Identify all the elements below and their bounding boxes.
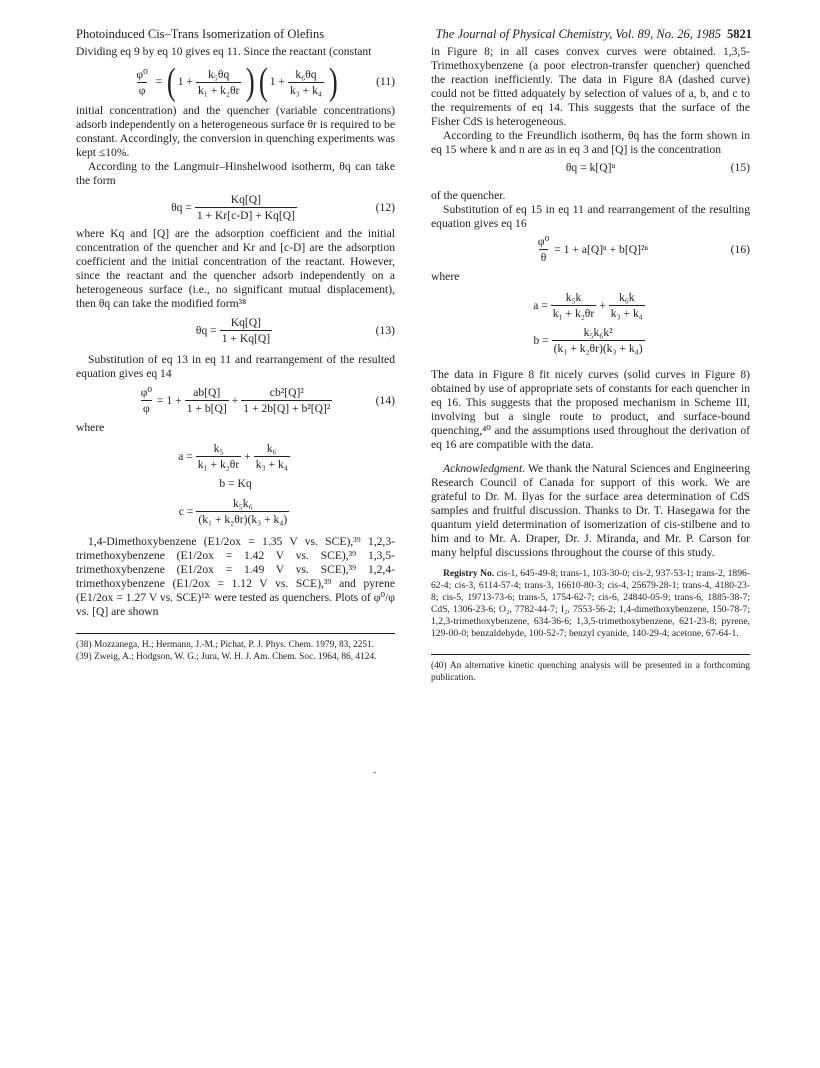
footnote-39: (39) Zweig, A.; Hodgson, W. G.; Jura, W. H. J. Am. Chem. Soc. 1964, 86, 4124. [76, 651, 377, 662]
definitions [76, 439, 395, 529]
registry-numbers: Registry No. cis-1, 645-49-8; trans-1, 103-30-0; cis-2, 937-53-1; trans-2, 1896-62-4; cis-3, 6114-57-4; trans-3, 16610-80-3; cis-4, 25679-28-1; trans-4, 4180-23-8; cis-5, 19713-73-6; trans-5, 1754-62-7; cis-6, 24840-05-9; trans-6, 1885-38-7; CdS, 1306-23-6; O₂, 7782-44-7; I₂, 7553-56-2; 1,4-dimethoxybenzene, 150-78-7; 1,2,3-trimethoxybenzene, 634-36-6; 1,3,5-trimethoxybenzene, 621-23-8; pyrene, 129-00-0; benzaldehyde, 100-52-7; benzyl cyanide, 140-29-4; acetone, 67-64-1. [431, 568, 750, 639]
scan-mark [373, 772, 376, 773]
paragraph: of the quencher. [431, 189, 506, 202]
equation-number: (12) [375, 200, 395, 214]
definition-c: c = $\frac{\text{k₅k₆}}{\text{(k₁ + k₂θr)(k₃ + k₄)}}$ [178, 497, 288, 526]
running-title: Photoinduced Cis–Trans Isomerization of Olefins [76, 27, 325, 41]
footnote-38: (38) Mozzanega, H.; Hermann, J.-M.; Pichat, P. J. Phys. Chem. 1979, 83, 2251. [76, 640, 375, 650]
right-column [431, 45, 750, 684]
paragraph: in Figure 8; in all cases convex curves were obtained. 1,3,5-Trimethoxybenzene (a poor electron-transfer quencher) quenched the reaction inefficiently. The data in Figure 8A (dashed curve) could not be fitted adquately by selection of values of a, b, and c to the requirements of eq 14. This suggests that the surface of the Fisher CdS is heterogeneous. [431, 45, 750, 128]
paragraph: According to the Langmuir–Hinshelwood isotherm, θq can take the form [76, 160, 395, 187]
equation-16: $\frac{\text{φ⁰}}{\theta}$ = 1 + a[Q]ⁿ + b[Q]²ⁿ (16) [537, 235, 750, 264]
where-label: where [431, 270, 460, 283]
equation-15: θq = k[Q]ⁿ (15) [565, 161, 750, 174]
definitions [431, 288, 750, 358]
equation-number: (16) [730, 242, 750, 256]
paragraph: where Kq and [Q] are the adsorption coefficient and the initial concentration of the quencher and Kr and [c-D] are the adsorption coefficient and the initial concentration of the reactant. However, since the reactant and the quencher adsorb independently on a heterogeneous surface (i.e., no significant mutual displacement), then θq can take the modified form³⁸ [76, 227, 395, 310]
footnote-divider [431, 654, 750, 655]
paragraph: Substitution of eq 13 in eq 11 and rearrangement of the resulted equation gives eq 14 [76, 353, 395, 380]
footnote-40: (40) An alternative kinetic quenching analysis will be presented in a forthcoming publication. [431, 661, 750, 683]
definition-a: a = $\frac{\text{k₅k}}{\text{k₁ + k₂θr}}$ + $\frac{\text{k₆k}}{\text{k₃ + k₄}}$ [533, 291, 643, 320]
equation-12: θq = $\frac{Kq[Q]}{1 + Kr[c-D] + Kq[Q]}$ (12) [171, 193, 395, 222]
paragraph: initial concentration) and the quencher (variable concentrations) adsorb independently on a heterogeneous surface θr is required to be constant. Accordingly, the conversion in quenching experiments was kept ≤10%. [76, 104, 395, 159]
equation-number: (15) [730, 161, 750, 174]
equation-number: (14) [375, 393, 395, 407]
paragraph: Dividing eq 9 by eq 10 gives eq 11. Since the reactant (constant [76, 45, 372, 58]
footnote-divider [76, 633, 395, 634]
left-column [76, 45, 395, 663]
definition-a: a = $\frac{\text{k₅}}{\text{k₁ + k₂θr}}$ + $\frac{\text{k₆}}{\text{k₃ + k₄}}$ [178, 442, 288, 471]
registry-label: Registry No. [443, 568, 495, 579]
journal-name: The Journal of Physical Chemistry, Vol. 89, No. 26, 1985 [435, 27, 721, 41]
paragraph: According to the Freundlich isotherm, θq has the form shown in eq 15 where k and n are as in eq 3 and [Q] is the concentration [431, 129, 750, 156]
page-number: 5821 [727, 27, 752, 41]
equation-13: θq = $\frac{Kq[Q]}{1 + Kq[Q]}$ (13) [195, 316, 395, 345]
acknowledgment: Acknowledgment. We thank the Natural Sciences and Engineering Research Council of Canada for support of this work. We are grateful to Dr. M. Ilyas for the surface area determination of CdS samples and fruitful discussion. Thanks to Dr. T. Hasegawa for the quantum yield determination of isomerization of cis-stilbene and to him and to Mr. A. Draper, Dr. J. Miranda, and Mr. P. Carson for many helpful discussions throughout the course of this study. [431, 462, 750, 559]
definition-b: b = $\frac{\text{k₅k₆k²}}{\text{(k₁ + k₂θr)(k₃ + k₄)}}$ [533, 326, 643, 355]
paragraph: The data in Figure 8 fit nicely curves (solid curves in Figure 8) obtained by use of appropriate sets of constants for each quencher in eq 16. This suggests that the proposed mechanism in Scheme III, involving but a single route to product, and surface-bound quenching,⁴⁰ and the assumptions used throughout the derivation of eq 16 are compatible with the data. [431, 368, 750, 451]
equation-11: $\frac{\text{φ⁰}}{\varphi}$ = ( 1 + $\frac{\text{k₅θq}}{\text{k₁ + k₂θr}}$ ) ( 1 + $\frac{\text{k₆θq}}{\text{k₃ + k₄}}$ ) (11) [136, 61, 395, 103]
where-label: where [76, 421, 105, 434]
paragraph: Substitution of eq 15 in eq 11 and rearrangement of the resulting equation gives eq 16 [431, 203, 750, 230]
equation-number: (11) [376, 75, 395, 88]
definition-b: b = Kq [219, 477, 252, 490]
equation-number: (13) [375, 323, 395, 337]
journal-citation [430, 26, 752, 42]
equation-14: $\frac{\text{φ⁰}}{\varphi}$ = 1 + $\frac{ab[Q]}{1 + b[Q]}$ + $\frac{\text{cb²[Q]²}}{\text{1 + 2b[Q] + b²[Q]²}}$ (14) [140, 386, 395, 415]
acknowledgment-label: Acknowledgment. [443, 462, 526, 475]
paragraph: 1,4-Dimethoxybenzene (E1/2ox = 1.35 V vs. SCE),³⁹ 1,2,3-trimethoxybenzene (E1/2ox = 1.42 V vs. SCE),³⁹ 1,3,5-trimethoxybenzene (E1/2ox = 1.49 V vs. SCE),³⁹ 1,2,4-trimethoxybenzene (E1/2ox = 1.12 V vs. SCE),³⁹ and pyrene (E1/2ox = 1.27 V vs. SCE)¹²ᶜ were tested as quenchers. Plots of φ⁰/φ vs. [Q] are shown [76, 535, 395, 618]
